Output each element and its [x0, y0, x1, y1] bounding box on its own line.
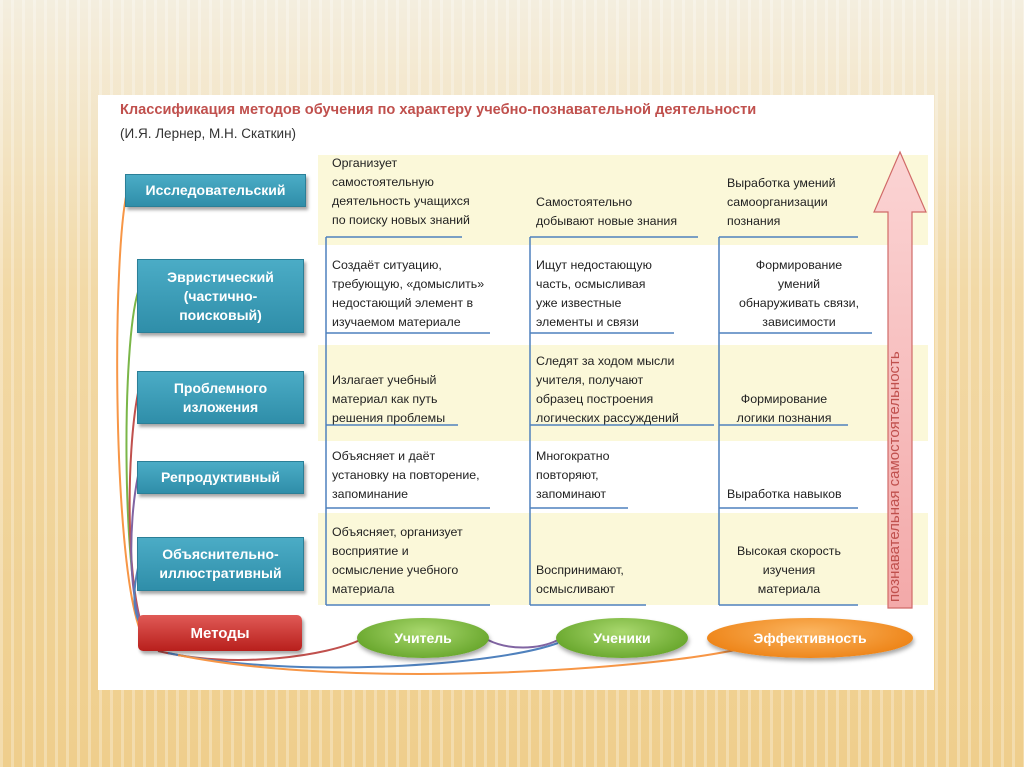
cell-effect-heuristic: Формирование умений обнаруживать связи, зависимости: [738, 258, 860, 329]
cell-students-problem: Следят за ходом мысли учителя, получают образец построения логических рассуждений: [536, 354, 679, 425]
method-explanatory-label: Объяснительно-иллюстративный: [159, 546, 282, 581]
method-heuristic-label: Эвристический (частично-поисковый): [167, 268, 274, 323]
cell-teacher-research: Организует самостоятельную деятельность учащихся по поиску новых знаний: [332, 156, 470, 227]
method-research: Исследовательский: [125, 174, 306, 207]
cell-students-research: Самостоятельно добывают новые знания: [536, 195, 678, 228]
cell-effect-problem: Формирование логики познания: [736, 392, 832, 425]
cell-students-heuristic: Ищут недостающую часть, осмысливая уже известные элементы и связи: [536, 258, 652, 329]
cell-students-explanatory: Воспринимают, осмысливают: [536, 563, 624, 596]
effectiveness-oval: Эффективность: [707, 618, 913, 658]
page-subtitle: (И.Я. Лернер, М.Н. Скаткин): [120, 126, 297, 141]
method-problem-label: Проблемного изложения: [173, 379, 268, 415]
cell-teacher-explanatory: Объясняет, организует восприятие и осмысление учебного материала: [332, 525, 463, 596]
cell-teacher-heuristic: Создаёт ситуацию, требующую, «домыслить» недостающий элемент в изучаемом материале: [332, 258, 485, 329]
teacher-oval: Учитель: [357, 618, 489, 658]
cell-effect-reproductive: Выработка навыков: [727, 487, 842, 501]
cell-effect-research: Выработка умений самоорганизации познания: [727, 176, 836, 228]
students-oval: Ученики: [556, 618, 688, 658]
page-title: Классификация методов обучения по характеру учебно-познавательной деятельности: [120, 102, 757, 118]
method-explanatory: [137, 537, 304, 591]
methods-button: Методы: [138, 615, 302, 651]
arrow-label: познавательная самостоятельность: [886, 351, 903, 602]
cell-teacher-problem: Излагает учебный материал как путь решения проблемы: [332, 373, 446, 425]
method-problem: [137, 371, 304, 424]
cell-effect-explanatory: Высокая скорость изучения материала: [737, 544, 841, 596]
method-reproductive: Репродуктивный: [137, 461, 304, 494]
method-heuristic: [137, 259, 304, 333]
cell-students-reproductive: Многократно повторяют, запоминают: [536, 449, 610, 501]
cell-teacher-reproductive: Объясняет и даёт установку на повторение, запоминание: [332, 449, 480, 501]
slide: [98, 95, 934, 690]
